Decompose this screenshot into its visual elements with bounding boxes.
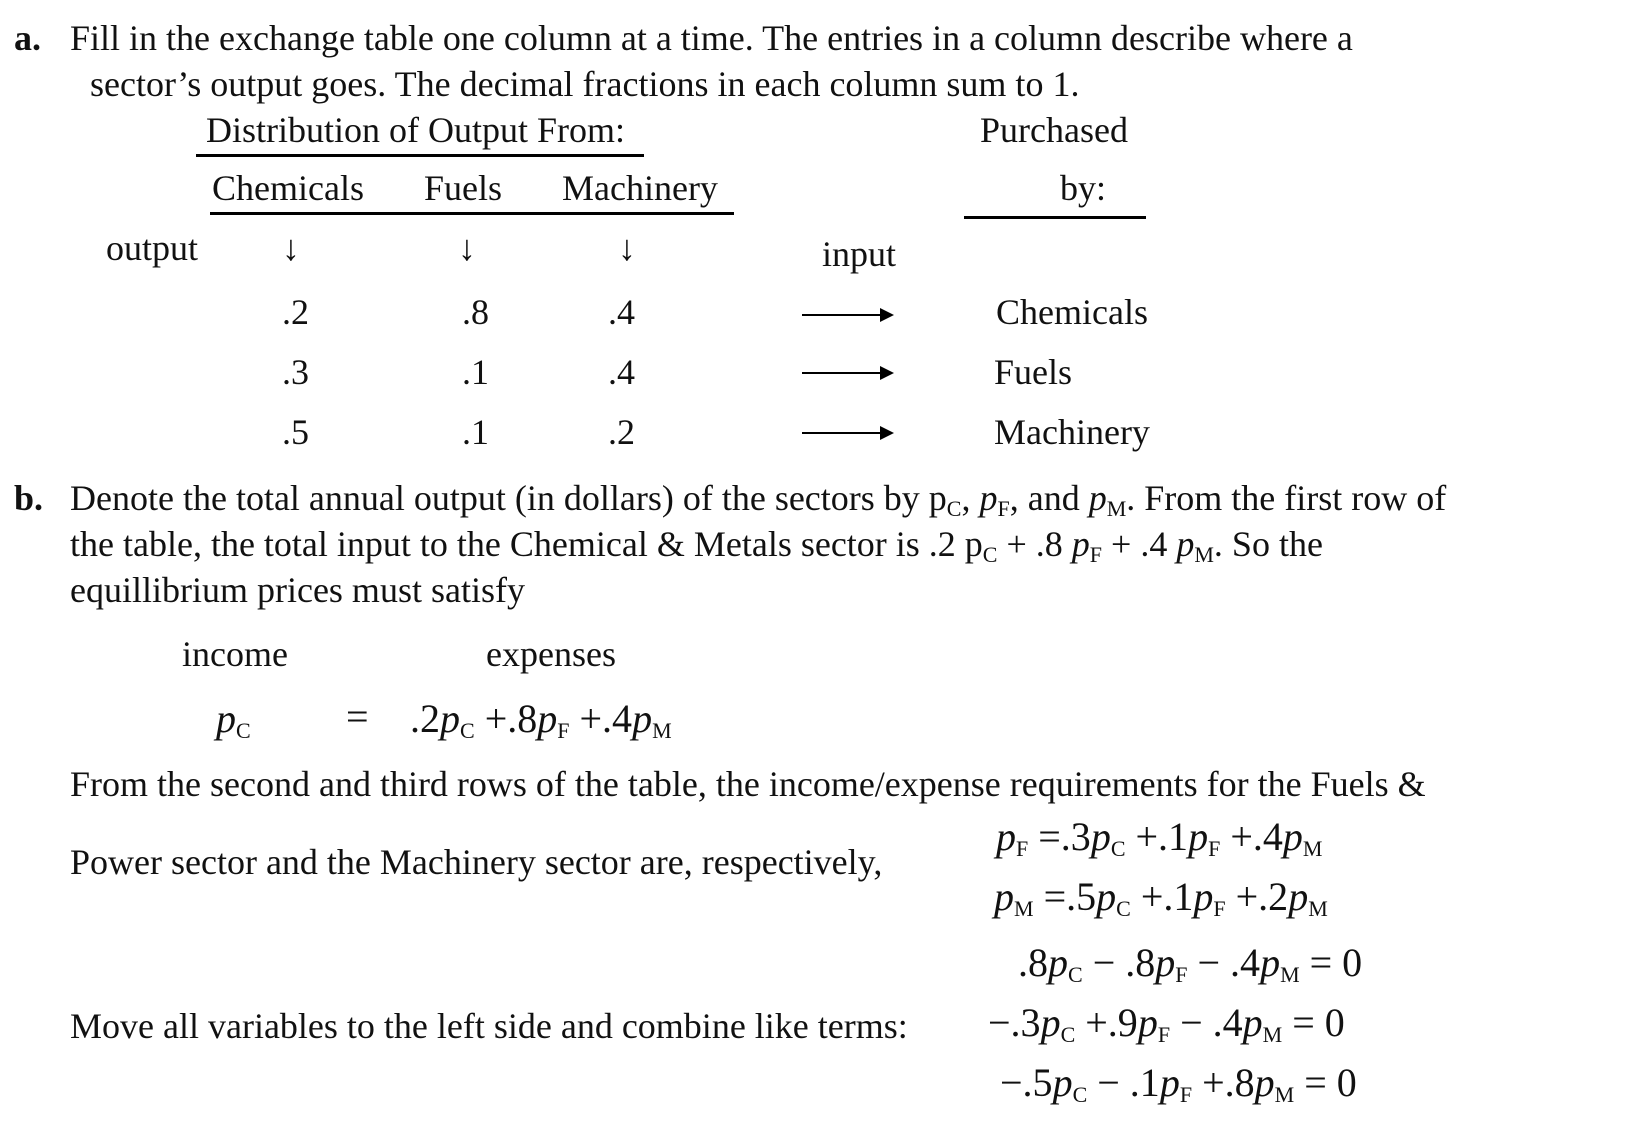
cell-r1-chemicals: .2 [282,292,309,332]
equation-chemicals-expenses: $.2p_C +.8p_F +.4p_M$ [410,696,672,743]
cell-r2-chemicals: .3 [282,352,309,392]
columns-rule [210,212,734,215]
column-header-fuels: Fuels [424,168,503,208]
right-arrow-icon [802,308,894,322]
part-b-line-5: Power sector and the Machinery sector are, respectively, [70,842,883,882]
part-b-line-3: equillibrium prices must satisfy [70,570,525,610]
right-arrow-icon [802,426,894,440]
cell-r1-machinery: .4 [608,292,635,332]
by-header: by: [1060,168,1107,208]
row-purchaser-fuels: Fuels [994,352,1073,392]
equation-system-row-3: $-.5p_C - .1p_F +.8p_M = 0$ [1000,1060,1357,1107]
cell-r1-fuels: .8 [462,292,489,332]
equation-machinery: $p_M =.5p_C +.1p_F +.2p_M$ [994,874,1328,921]
part-a-line-2: sector’s output goes. The decimal fractions in each column sum to 1. [90,64,1080,104]
cell-r3-machinery: .2 [608,412,635,452]
equation-chemicals-income: $p_C$ [216,696,251,743]
column-header-chemicals: Chemicals [212,168,364,208]
part-b-label: b. [14,478,44,518]
by-rule [964,216,1146,219]
equation-fuels: $p_F =.3p_C +.1p_F +.4p_M$ [996,814,1323,861]
down-arrow-icon: ↓ [618,228,636,268]
expenses-label: expenses [486,634,616,674]
output-label: output [106,228,199,268]
part-b-line-4: From the second and third rows of the table, the income/expense requirements for the Fuels & [70,764,1426,804]
equation-system-row-1: $.8p_C - .8p_F - .4p_M = 0$ [1018,940,1363,987]
equation-system-row-2: $-.3p_C +.9p_F - .4p_M = 0$ [988,1000,1345,1047]
equation-equals: = [346,694,369,739]
down-arrow-icon: ↓ [282,228,300,268]
purchased-header: Purchased [980,110,1128,150]
cell-r2-fuels: .1 [462,352,489,392]
part-b-line-6: Move all variables to the left side and combine like terms: [70,1006,908,1046]
header-rule [196,154,644,157]
row-purchaser-machinery: Machinery [994,412,1150,452]
cell-r3-chemicals: .5 [282,412,309,452]
cell-r3-fuels: .1 [462,412,489,452]
part-a-line-1: Fill in the exchange table one column at a time. The entries in a column describe where a [70,18,1353,58]
part-b-line-1: Denote the total annual output (in dollars) of the sectors by $p_C$, $p_F$, and $p_M$. From the first row of [70,478,1447,521]
income-label: income [182,634,288,674]
right-arrow-icon [802,366,894,380]
part-a-label: a. [14,18,41,58]
down-arrow-icon: ↓ [458,228,476,268]
column-header-machinery: Machinery [562,168,718,208]
cell-r2-machinery: .4 [608,352,635,392]
row-purchaser-chemicals: Chemicals [996,292,1148,332]
input-label: input [822,234,897,274]
part-b-line-2: the table, the total input to the Chemical & Metals sector is .2 $p_C + .8$ $p_F + .4$ $p_M$. So the [70,524,1323,567]
distribution-header: Distribution of Output From: [206,110,626,150]
